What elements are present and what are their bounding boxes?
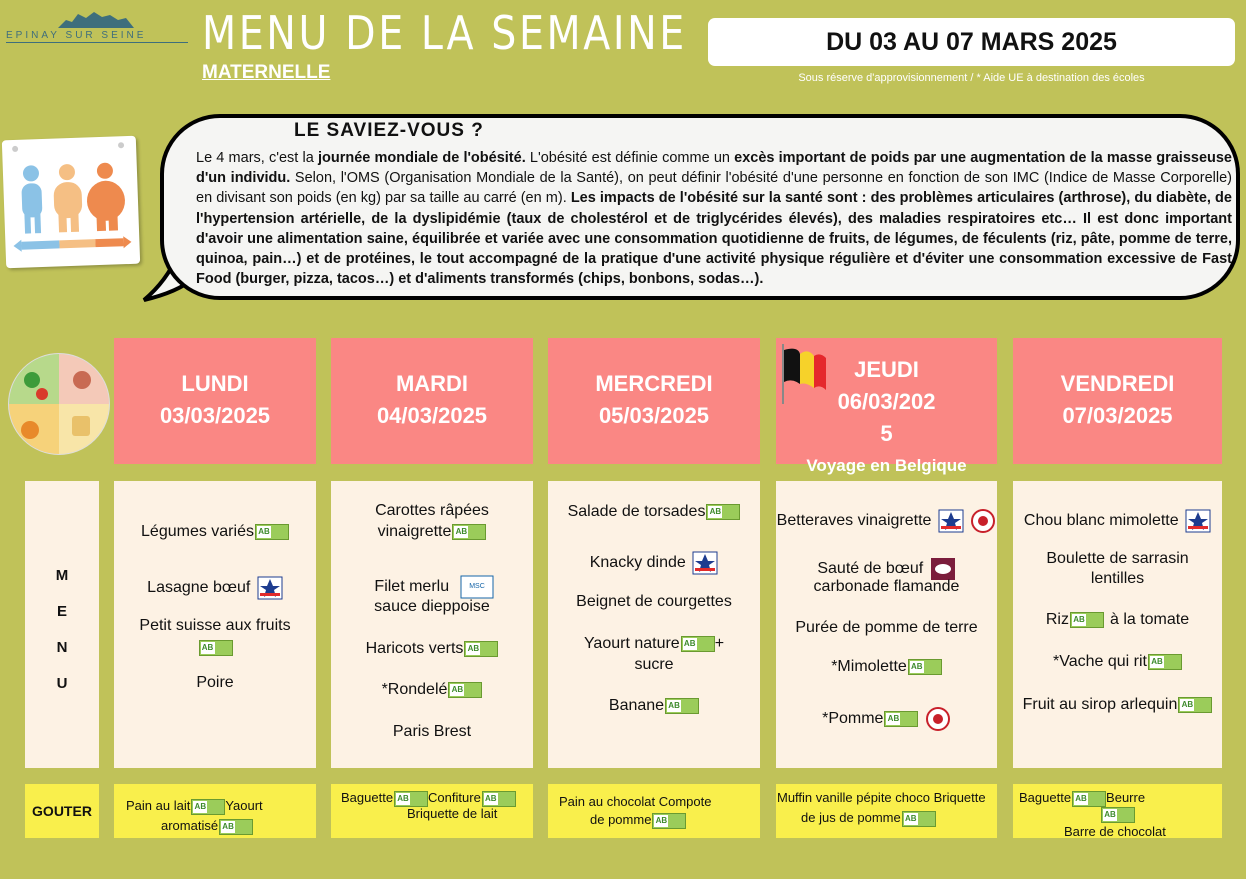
menu-item: Knacky dinde	[548, 551, 760, 575]
day-header-jeudi	[776, 338, 997, 475]
label-rouge-icon	[925, 707, 951, 731]
menu-item: Carottes râpées	[375, 502, 489, 519]
bio-label-icon	[681, 636, 715, 652]
bio-label-icon	[464, 641, 498, 657]
day-header-vendredi	[1013, 338, 1222, 464]
bio-label-icon	[482, 791, 516, 807]
bio-label-icon	[219, 819, 253, 835]
day-date: 06/03/202	[837, 389, 936, 414]
menu-item: Purée de pomme de terre	[795, 619, 978, 636]
day-header-mardi	[331, 338, 533, 464]
bio-label-icon	[652, 813, 686, 829]
bio-label-icon	[199, 640, 233, 656]
msc-label-icon	[456, 575, 490, 599]
menu-label	[25, 481, 99, 768]
gouter-item: Pain au laitAB Yaourt	[126, 798, 263, 815]
gouter-column-vendredi	[1013, 784, 1222, 838]
menu-item: Betteraves vinaigrette	[776, 509, 997, 533]
obesity-poster	[2, 136, 140, 269]
day-date: 03/03/2025	[159, 403, 271, 428]
gouter-column-mercredi	[548, 784, 760, 838]
bio-label-icon	[448, 682, 482, 698]
menu-item: Filet merlu MSC	[331, 575, 533, 599]
menu-letter: U	[56, 675, 68, 692]
bio-label-icon	[884, 711, 918, 727]
gouter-item: Briquette de lait	[407, 806, 498, 821]
menu-item: Sauté de bœuf	[776, 557, 997, 581]
menu-letter: M	[55, 567, 69, 584]
menu-item: Légumes variésAB	[114, 522, 316, 542]
info-title: LE SAVIEZ-VOUS ?	[294, 120, 484, 141]
day-name: VENDREDI	[1060, 371, 1175, 396]
gouter-item: BaguetteAB ConfitureAB	[341, 790, 516, 807]
gouter-item: de jus de pommeAB	[801, 810, 936, 827]
menu-item: Poire	[196, 674, 234, 691]
menu-item: *PommeAB	[776, 707, 997, 731]
day-date: 07/03/2025	[1062, 403, 1173, 428]
menu-item: RizAB à la tomate	[1013, 610, 1222, 630]
day-header-mercredi	[548, 338, 760, 464]
menu-item: Haricots vertsAB	[331, 639, 533, 659]
menu-item: *MimoletteAB	[776, 657, 997, 677]
info-bubble-body	[160, 114, 1240, 300]
menu-item: Beignet de courgettes	[576, 593, 732, 610]
menu-column-mardi	[331, 481, 533, 768]
bio-label-row	[114, 638, 316, 658]
menu-item: carbonade flamande	[813, 578, 960, 595]
day-name: LUNDI	[181, 371, 249, 396]
bio-label-icon	[1072, 791, 1106, 807]
belgium-flag-icon	[780, 344, 826, 404]
logo-underline	[6, 42, 188, 43]
french-meat-label-icon	[257, 576, 283, 600]
menu-item: Boulette de sarrasin	[1046, 550, 1189, 567]
day-theme: Voyage en Belgique	[806, 456, 967, 475]
gouter-column-jeudi	[776, 784, 997, 838]
info-bubble	[140, 110, 1246, 310]
menu-item: *RondeléAB	[331, 680, 533, 700]
date-range: DU 03 AU 07 MARS 2025	[826, 27, 1117, 56]
menu-item: Petit suisse aux fruits	[139, 617, 291, 634]
day-date: 05/03/2025	[598, 403, 710, 428]
day-header-lundi	[114, 338, 316, 464]
gouter-item: de pommeAB	[590, 812, 686, 829]
day-date: 04/03/2025	[376, 403, 488, 428]
date-range-box	[708, 18, 1235, 66]
gouter-item: BaguetteAB Beurre	[1019, 790, 1145, 807]
bio-label-icon	[665, 698, 699, 714]
gouter-label: GOUTER	[25, 784, 99, 838]
bio-label-icon	[908, 659, 942, 675]
bio-label-icon	[255, 524, 289, 540]
menu-column-mercredi	[548, 481, 760, 768]
menu-item: Salade de torsadesAB	[548, 502, 760, 522]
day-date-end: 5	[880, 421, 893, 446]
bio-label-icon	[394, 791, 428, 807]
gouter-item: aromatiséAB	[161, 818, 253, 835]
menu-item: Yaourt natureAB +	[548, 634, 760, 654]
bio-label-icon	[902, 811, 936, 827]
bio-label-icon	[1148, 654, 1182, 670]
food-plate-icon	[6, 350, 112, 458]
menu-item: vinaigretteAB	[331, 522, 533, 542]
gouter-column-lundi	[114, 784, 316, 838]
city-logo	[6, 8, 188, 48]
logo-text: EPINAY SUR SEINE	[6, 30, 147, 41]
day-name: MERCREDI	[595, 371, 713, 396]
page-subtitle: MATERNELLE	[202, 62, 331, 83]
city-skyline-icon	[6, 8, 188, 30]
menu-column-lundi	[114, 481, 316, 768]
menu-item: lentilles	[1090, 570, 1145, 587]
menu-item: *Vache qui ritAB	[1013, 652, 1222, 672]
bio-label-icon	[706, 504, 740, 520]
gouter-item: Muffin vanille pépite choco Briquette	[777, 790, 986, 805]
label-rouge-icon	[970, 509, 996, 533]
menu-letter: E	[56, 603, 67, 620]
menu-item: Paris Brest	[392, 723, 472, 740]
page-title: MENU DE LA SEMAINE	[202, 6, 687, 60]
menu-column-jeudi	[776, 481, 997, 768]
svg-text:MSC: MSC	[468, 583, 485, 590]
gouter-item: Barre de chocolat	[1064, 824, 1166, 839]
day-name: MARDI	[395, 371, 469, 396]
menu-item: Lasagne bœuf	[114, 576, 316, 600]
menu-item: BananeAB	[548, 696, 760, 716]
menu-item: Fruit au sirop arlequinAB	[1013, 695, 1222, 715]
french-dairy-label-icon	[1185, 509, 1211, 533]
menu-item: sauce dieppoise	[374, 598, 490, 615]
bio-label-icon	[1070, 612, 1104, 628]
bio-label-row	[1100, 806, 1135, 823]
french-vegetable-label-icon	[938, 509, 964, 533]
info-text: Le 4 mars, c'est la journée mondiale de l'obésité. L'obésité est définie comme un excès important de poids par une augmentation de la masse graisseuse d'un individu. Selon, l'OMS (Organisation Mondiale de la Santé), on peut définir l'obésité d'une personne en fonction de son IMC (Indice de Masse Corporelle) en divisant son poids (en kg) par sa taille au carré (en m). Les impacts de l'obésité sur la santé sont : des problèmes articulaires (arthrose), du diabète, de l'hypertension artérielle, de la dyslipidémie (taux de cholestérol et de triglycérides élevés), des maladies respiratoires etc… Il est donc important d'avoir une alimentation saine, équilibrée et variée avec une consommation quotidienne de fruits, de légumes, de féculents (riz, pâte, pomme de terre, quinoa, pain…) et de protéines, le tout accompagné de la pratique d'une activité physique régulière et d'éviter une consommation excessive de Fast Food (burger, pizza, tacos…) et d'aliments transformés (chips, bonbons, sodas…).	[196, 150, 1232, 288]
bio-label-icon	[191, 799, 225, 815]
body-silhouettes-icon	[2, 136, 140, 269]
menu-letter: N	[56, 639, 68, 656]
day-name: JEUDI	[854, 357, 919, 382]
gouter-column-mardi	[331, 784, 533, 838]
bio-label-icon	[1178, 697, 1212, 713]
french-poultry-label-icon	[692, 551, 718, 575]
bio-label-icon	[1101, 807, 1135, 823]
supply-note: Sous réserve d'approvisionnement / * Aide UE à destination des écoles	[798, 72, 1145, 84]
menu-column-vendredi	[1013, 481, 1222, 768]
bio-label-icon	[452, 524, 486, 540]
menu-item: sucre	[634, 656, 674, 673]
menu-item: Chou blanc mimolette	[1013, 509, 1222, 533]
gouter-item: Pain au chocolat Compote	[559, 794, 712, 809]
